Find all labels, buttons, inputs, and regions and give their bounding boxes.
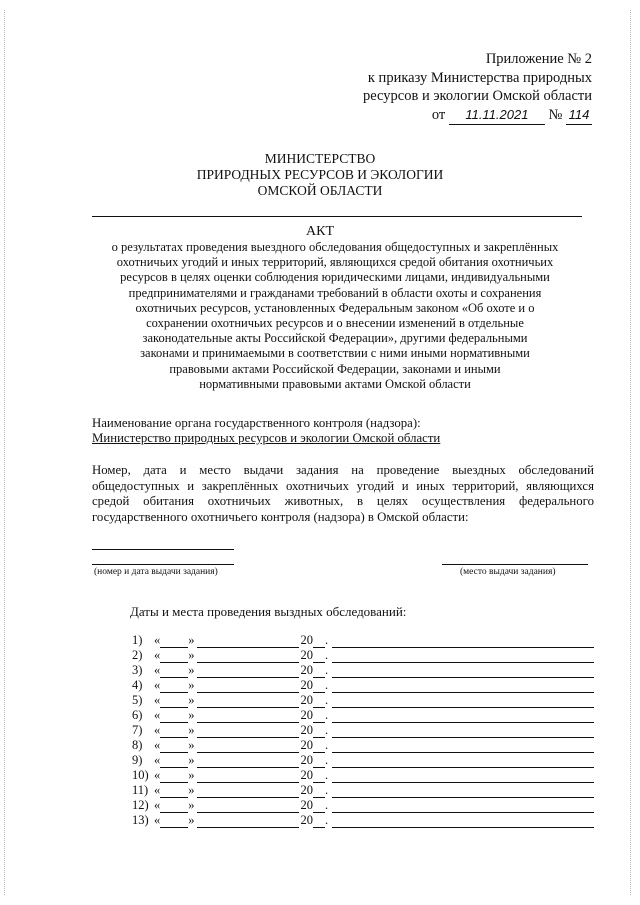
day-blank[interactable] — [160, 815, 188, 828]
task-place-caption: (место выдачи задания) — [460, 567, 556, 577]
day-blank[interactable] — [160, 635, 188, 648]
close-quote: » — [188, 678, 195, 692]
place-blank[interactable] — [332, 710, 594, 723]
day-blank[interactable] — [160, 665, 188, 678]
year-dot: . — [325, 798, 329, 812]
open-quote: « — [154, 723, 161, 737]
act-subject-line: сохранении охотничьих ресурсов и о внесении изменений в отдельные — [146, 316, 524, 331]
year-dot: . — [325, 678, 329, 692]
dates-list — [132, 633, 602, 828]
year-blank[interactable] — [313, 725, 325, 738]
day-blank[interactable] — [160, 650, 188, 663]
place-blank[interactable] — [332, 635, 594, 648]
task-description: Номер, дата и место выдачи задания на проведение выездных обследований общедоступных и закреплённых охотничьих угодий и иных территорий, являющихся средой обитания охотничьих животных, в целях осуществления федерального государственного охотничьего контроля (надзора) в Омской области: — [92, 463, 594, 524]
place-blank[interactable] — [332, 665, 594, 678]
place-blank[interactable] — [332, 680, 594, 693]
month-blank[interactable] — [197, 770, 299, 783]
open-quote: « — [154, 633, 161, 647]
date-row — [132, 708, 602, 723]
date-row-number: 3) — [132, 663, 143, 677]
year-prefix: 20 — [300, 663, 313, 677]
year-prefix: 20 — [300, 783, 313, 797]
month-blank[interactable] — [197, 785, 299, 798]
task-number-blank-2 — [92, 564, 234, 565]
year-dot: . — [325, 708, 329, 722]
month-blank[interactable] — [197, 695, 299, 708]
date-row — [132, 648, 602, 663]
open-quote: « — [154, 753, 161, 767]
year-dot: . — [325, 813, 329, 827]
date-row-number: 11) — [132, 783, 149, 797]
year-blank[interactable] — [313, 635, 325, 648]
appendix-number: Приложение № 2 — [485, 51, 592, 67]
date-row — [132, 693, 602, 708]
month-blank[interactable] — [197, 635, 299, 648]
year-prefix: 20 — [300, 678, 313, 692]
task-place-blank — [442, 564, 588, 565]
year-blank[interactable] — [313, 815, 325, 828]
close-quote: » — [188, 708, 195, 722]
year-dot: . — [325, 723, 329, 737]
date-row-number: 6) — [132, 708, 143, 722]
year-prefix: 20 — [300, 798, 313, 812]
order-reference: к приказу Министерства природных — [367, 69, 592, 86]
date-row-number: 8) — [132, 738, 143, 752]
open-quote: « — [154, 813, 161, 827]
year-prefix: 20 — [300, 693, 313, 707]
month-blank[interactable] — [197, 740, 299, 753]
day-blank[interactable] — [160, 800, 188, 813]
place-blank[interactable] — [332, 725, 594, 738]
place-blank[interactable] — [332, 695, 594, 708]
year-dot: . — [325, 693, 329, 707]
task-number-blank-1 — [92, 549, 234, 550]
year-blank[interactable] — [313, 680, 325, 693]
date-row — [132, 723, 602, 738]
month-blank[interactable] — [197, 665, 299, 678]
month-blank[interactable] — [197, 800, 299, 813]
act-title: АКТ — [306, 224, 334, 239]
act-subject — [90, 240, 580, 392]
act-subject-line: предпринимателями и гражданами требований в области охоты и сохранения — [128, 285, 542, 300]
day-blank[interactable] — [160, 680, 188, 693]
date-row-number: 5) — [132, 693, 143, 707]
open-quote: « — [154, 708, 161, 722]
year-dot: . — [325, 783, 329, 797]
day-blank[interactable] — [160, 695, 188, 708]
act-subject-line: законодательные акты Российской Федерации», другими федеральными — [142, 331, 528, 346]
year-dot: . — [325, 648, 329, 662]
close-quote: » — [188, 633, 195, 647]
place-blank[interactable] — [332, 755, 594, 768]
appendix-header — [363, 50, 592, 125]
open-quote: « — [154, 768, 161, 782]
act-subject-line: охотничьих ресурсов, установленных Федеральным законом «Об охоте и о — [135, 300, 535, 315]
year-prefix: 20 — [300, 708, 313, 722]
date-row-number: 13) — [132, 813, 149, 827]
place-blank[interactable] — [332, 800, 594, 813]
place-blank[interactable] — [332, 785, 594, 798]
close-quote: » — [188, 648, 195, 662]
scan-margin-right — [630, 10, 631, 895]
act-subject-line: о результатах проведения выездного обследования общедоступных и закреплённых — [111, 240, 559, 254]
close-quote: » — [188, 753, 195, 767]
month-blank[interactable] — [197, 680, 299, 693]
date-row-number: 10) — [132, 768, 149, 782]
ministry-line-2: ПРИРОДНЫХ РЕСУРСОВ И ЭКОЛОГИИ — [196, 167, 444, 182]
date-row — [132, 738, 602, 753]
open-quote: « — [154, 678, 161, 692]
year-prefix: 20 — [300, 633, 313, 647]
month-blank[interactable] — [197, 755, 299, 768]
year-blank[interactable] — [313, 650, 325, 663]
date-row — [132, 633, 602, 648]
ministry-line-1: МИНИСТЕРСТВО — [264, 151, 376, 166]
number-prefix: № — [548, 106, 563, 123]
close-quote: » — [188, 798, 195, 812]
day-blank[interactable] — [160, 785, 188, 798]
place-blank[interactable] — [332, 770, 594, 783]
year-blank[interactable] — [313, 800, 325, 813]
year-blank[interactable] — [313, 710, 325, 723]
order-reference-cont: ресурсов и экологии Омской области — [363, 88, 592, 104]
act-subject-line: законами и принимаемыми в соответствии с ними иными нормативными — [140, 346, 530, 361]
date-row — [132, 768, 602, 783]
open-quote: « — [154, 783, 161, 797]
date-row — [132, 813, 602, 828]
month-blank[interactable] — [197, 650, 299, 663]
date-row-number: 9) — [132, 753, 143, 767]
act-subject-line: ресурсов в целях оценки соблюдения юридическими лицами, индивидуальными — [120, 270, 550, 285]
year-prefix: 20 — [300, 753, 313, 767]
date-row — [132, 663, 602, 678]
month-blank[interactable] — [197, 815, 299, 828]
control-body-value: Министерство природных ресурсов и экологии Омской области — [92, 431, 441, 445]
year-blank[interactable] — [313, 665, 325, 678]
year-dot: . — [325, 768, 329, 782]
order-date: 11.11.2021 — [449, 106, 545, 126]
header-divider — [92, 216, 582, 217]
day-blank[interactable] — [160, 725, 188, 738]
act-subject-line: нормативными правовыми актами Омской области — [199, 376, 471, 391]
year-dot: . — [325, 738, 329, 752]
date-row-number: 1) — [132, 633, 143, 647]
year-prefix: 20 — [300, 813, 313, 827]
order-date-line — [363, 106, 592, 126]
control-body-label: Наименование органа государственного контроля (надзора): — [92, 416, 421, 430]
act-subject-line: охотничьих угодий и иных территорий, являющихся средой обитания охотничьих — [116, 255, 554, 270]
open-quote: « — [154, 663, 161, 677]
ministry-title — [0, 151, 640, 199]
year-dot: . — [325, 663, 329, 677]
open-quote: « — [154, 648, 161, 662]
place-blank[interactable] — [332, 740, 594, 753]
task-number-caption: (номер и дата выдачи задания) — [94, 567, 218, 577]
place-blank[interactable] — [332, 650, 594, 663]
date-row-number: 4) — [132, 678, 143, 692]
year-prefix: 20 — [300, 723, 313, 737]
date-row — [132, 753, 602, 768]
year-blank[interactable] — [313, 770, 325, 783]
date-row — [132, 783, 602, 798]
date-prefix: от — [431, 106, 446, 123]
open-quote: « — [154, 693, 161, 707]
close-quote: » — [188, 768, 195, 782]
close-quote: » — [188, 723, 195, 737]
close-quote: » — [188, 783, 195, 797]
year-blank[interactable] — [313, 785, 325, 798]
year-prefix: 20 — [300, 738, 313, 752]
date-row — [132, 678, 602, 693]
ministry-line-3: ОМСКОЙ ОБЛАСТИ — [257, 183, 383, 198]
order-number: 114 — [566, 106, 592, 126]
scan-margin-left — [4, 10, 5, 895]
act-subject-line: правовыми актами Российской Федерации, законами и иными — [169, 361, 501, 376]
close-quote: » — [188, 663, 195, 677]
dates-title: Даты и места проведения выздных обследований: — [130, 604, 407, 619]
year-dot: . — [325, 633, 329, 647]
open-quote: « — [154, 798, 161, 812]
close-quote: » — [188, 813, 195, 827]
date-row-number: 12) — [132, 798, 149, 812]
date-row — [132, 798, 602, 813]
year-blank[interactable] — [313, 740, 325, 753]
date-row-number: 7) — [132, 723, 143, 737]
day-blank[interactable] — [160, 710, 188, 723]
day-blank[interactable] — [160, 740, 188, 753]
year-prefix: 20 — [300, 648, 313, 662]
day-blank[interactable] — [160, 755, 188, 768]
year-blank[interactable] — [313, 755, 325, 768]
year-blank[interactable] — [313, 695, 325, 708]
close-quote: » — [188, 738, 195, 752]
open-quote: « — [154, 738, 161, 752]
year-prefix: 20 — [300, 768, 313, 782]
day-blank[interactable] — [160, 770, 188, 783]
date-row-number: 2) — [132, 648, 143, 662]
close-quote: » — [188, 693, 195, 707]
year-dot: . — [325, 753, 329, 767]
month-blank[interactable] — [197, 710, 299, 723]
place-blank[interactable] — [332, 815, 594, 828]
month-blank[interactable] — [197, 725, 299, 738]
